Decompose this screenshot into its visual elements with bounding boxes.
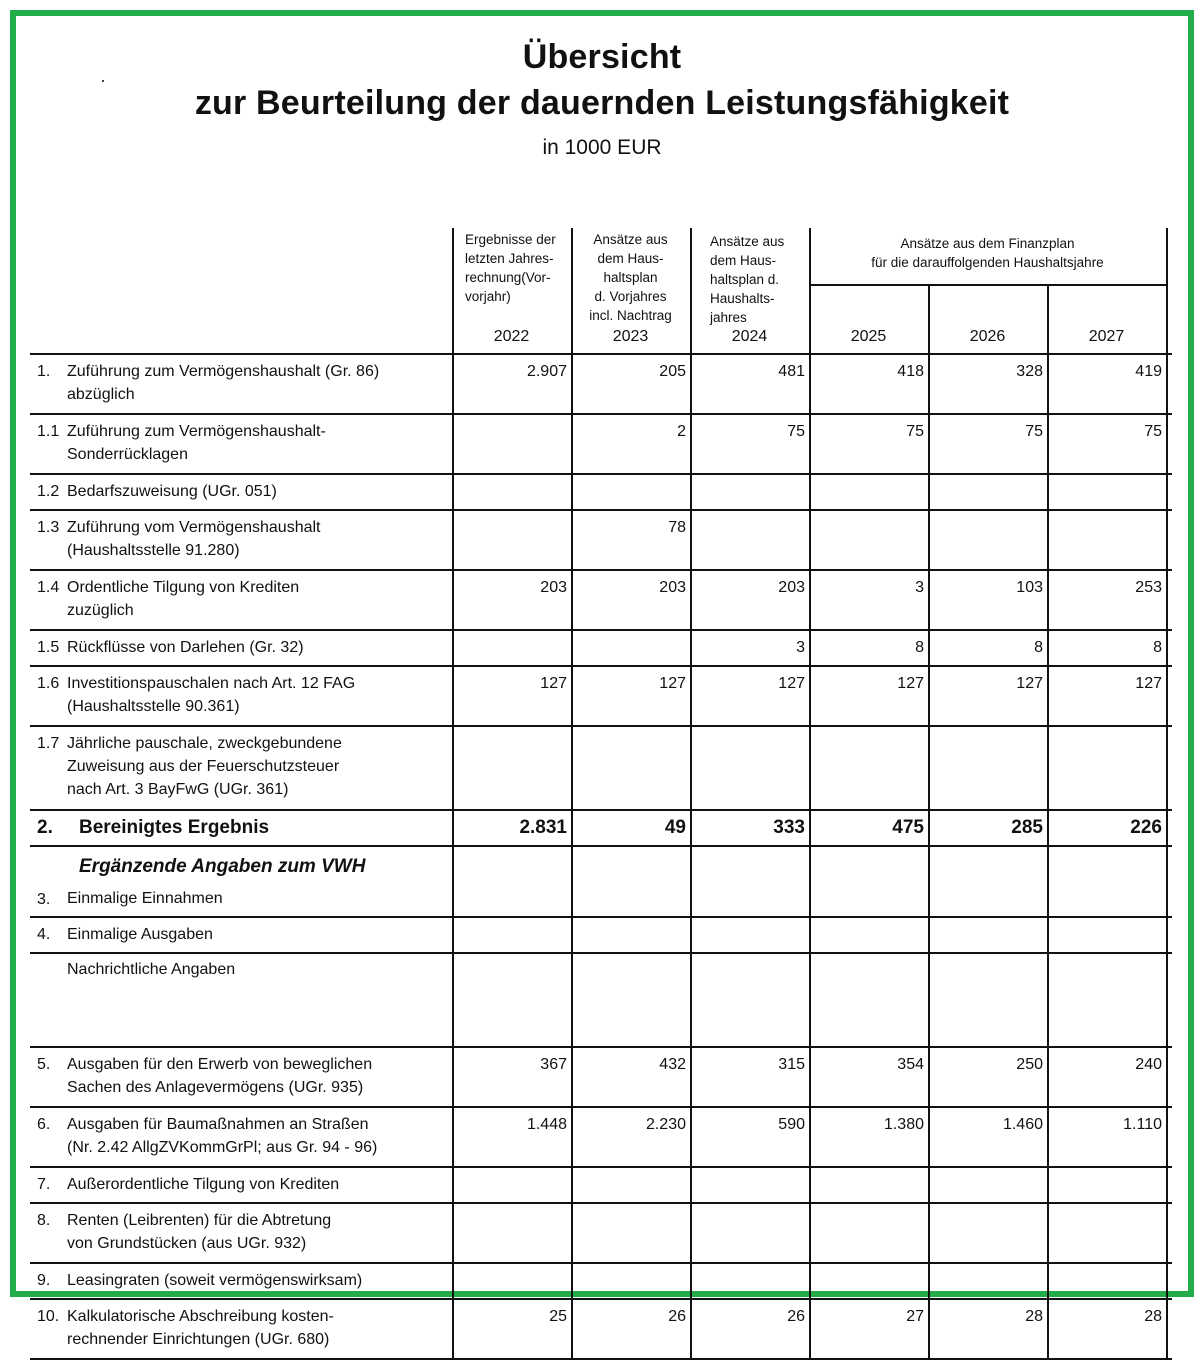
row-label: Einmalige Einnahmen <box>67 890 223 907</box>
column-divider <box>1166 631 1168 665</box>
column-divider <box>571 847 573 883</box>
column-divider <box>809 954 811 1046</box>
row-number: 2. <box>37 817 53 838</box>
column-divider <box>809 811 811 845</box>
column-divider <box>1166 475 1168 509</box>
column-divider <box>571 571 573 629</box>
cell-value-2023: 78 <box>668 519 686 536</box>
cell-value-2022: 25 <box>549 1308 567 1325</box>
table-row <box>30 511 1172 569</box>
column-divider <box>452 811 454 845</box>
cell-value-2027: 253 <box>1135 579 1162 596</box>
column-divider <box>1166 1264 1168 1298</box>
cell-value-2024: 315 <box>778 1056 805 1073</box>
column-divider <box>690 1108 692 1166</box>
cell-value-2026: 127 <box>1016 675 1043 692</box>
column-divider <box>809 883 811 916</box>
cell-value-2024: 481 <box>778 363 805 380</box>
table-row <box>30 1204 1172 1262</box>
column-divider <box>1166 1300 1168 1358</box>
column-divider <box>452 847 454 883</box>
stray-dot <box>102 80 104 82</box>
column-divider <box>1047 511 1049 569</box>
row-label: Zuführung vom Vermögenshaushalt (Haushaltsstelle 91.280) <box>67 519 321 559</box>
column-divider <box>452 1204 454 1262</box>
cell-value-2023: 203 <box>659 579 686 596</box>
page-subtitle: zur Beurteilung der dauernden Leistungsfähigkeit <box>194 84 1010 122</box>
column-divider <box>1166 667 1168 725</box>
cell-value-2023: 26 <box>668 1308 686 1325</box>
cell-value-2022: 367 <box>540 1056 567 1073</box>
column-divider <box>452 355 454 413</box>
column-divider <box>690 415 692 473</box>
row-label: Investitionspauschalen nach Art. 12 FAG (Haushaltsstelle 90.361) <box>67 675 356 715</box>
column-divider <box>452 571 454 629</box>
column-divider <box>452 1264 454 1298</box>
table-row <box>30 954 1172 1046</box>
row-label: Ausgaben für Baumaßnahmen an Straßen (Nr. 2.42 AllgZVKommGrPl; aus Gr. 94 - 96) <box>67 1116 378 1156</box>
row-number: 9. <box>37 1272 51 1289</box>
column-divider <box>690 1204 692 1262</box>
table-row <box>30 415 1172 473</box>
header-col-2024: Ansätze aus dem Haus- haltsplan d. Haushalts- jahres <box>710 234 785 325</box>
column-divider <box>571 918 573 952</box>
cell-value-2025: 8 <box>915 639 924 656</box>
cell-value-2026: 103 <box>1016 579 1043 596</box>
column-divider <box>690 475 692 509</box>
row-number: 3. <box>37 891 51 908</box>
column-divider <box>571 954 573 1046</box>
row-label: Kalkulatorische Abschreibung kosten- rechnender Einrichtungen (UGr. 680) <box>67 1308 334 1348</box>
column-divider <box>452 1048 454 1106</box>
cell-value-2024: 333 <box>773 817 805 838</box>
column-divider <box>1047 918 1049 952</box>
column-divider <box>1047 1048 1049 1106</box>
leistungsfaehigkeit-table <box>30 228 1172 1348</box>
column-divider <box>1166 415 1168 473</box>
header-col-2022: Ergebnisse der letzten Jahres- rechnung(Vor- vorjahr) <box>465 232 556 304</box>
column-divider <box>928 811 930 845</box>
row-number: 10. <box>37 1308 60 1325</box>
column-divider <box>928 355 930 413</box>
column-divider <box>452 918 454 952</box>
column-divider <box>452 631 454 665</box>
row-number: 4. <box>37 926 51 943</box>
table-row <box>30 811 1172 845</box>
table-row <box>30 667 1172 725</box>
row-label: Leasingraten (soweit vermögenswirksam) <box>67 1272 363 1289</box>
cell-value-2027: 226 <box>1130 817 1162 838</box>
header-year: 2025 <box>850 328 887 345</box>
column-divider <box>571 1204 573 1262</box>
column-divider <box>928 1204 930 1262</box>
cell-value-2022: 127 <box>540 675 567 692</box>
header-finanzplan: Ansätze aus dem Finanzplan für die darauffolgenden Haushaltsjahre <box>871 236 1104 270</box>
table-row <box>30 847 1172 883</box>
column-divider <box>571 1168 573 1202</box>
column-divider <box>1166 1168 1168 1202</box>
header-col-2023: Ansätze aus dem Haus- haltsplan d. Vorjahres incl. Nachtrag <box>589 232 672 323</box>
column-divider <box>1166 727 1168 809</box>
column-divider <box>928 847 930 883</box>
column-divider <box>1047 1264 1049 1298</box>
cell-value-2026: 250 <box>1016 1056 1043 1073</box>
cell-value-2024: 75 <box>787 423 805 440</box>
row-number: 1.5 <box>37 639 60 656</box>
column-divider <box>1047 355 1049 413</box>
row-number: 8. <box>37 1212 51 1229</box>
header-year: 2022 <box>493 328 530 345</box>
column-divider <box>571 883 573 916</box>
row-label: Zuführung zum Vermögenshaushalt (Gr. 86) abzüglich <box>67 363 380 403</box>
table-row <box>30 1048 1172 1106</box>
row-number: 1.6 <box>37 675 60 692</box>
column-divider <box>1166 883 1168 916</box>
column-divider <box>1047 571 1049 629</box>
column-divider <box>809 1264 811 1298</box>
header-year: 2027 <box>1088 328 1125 345</box>
column-divider <box>571 475 573 509</box>
cell-value-2025: 354 <box>897 1056 924 1073</box>
cell-value-2026: 28 <box>1025 1308 1043 1325</box>
column-divider <box>571 811 573 845</box>
column-divider <box>928 475 930 509</box>
table-row <box>30 727 1172 809</box>
row-label: Bereinigtes Ergebnis <box>79 817 270 838</box>
column-divider <box>1166 1108 1168 1166</box>
table-row <box>30 631 1172 665</box>
column-divider <box>809 631 811 665</box>
column-divider <box>928 511 930 569</box>
column-divider <box>809 511 811 569</box>
row-number: 5. <box>37 1056 51 1073</box>
column-divider <box>571 355 573 413</box>
cell-value-2025: 418 <box>897 363 924 380</box>
column-divider <box>571 1300 573 1358</box>
column-divider <box>928 1108 930 1166</box>
row-number: 1.3 <box>37 519 60 536</box>
column-divider <box>809 847 811 883</box>
row-label: Ausgaben für den Erwerb von beweglichen Sachen des Anlagevermögens (UGr. 935) <box>67 1056 373 1096</box>
column-divider <box>1166 511 1168 569</box>
row-number: 1.1 <box>37 423 60 440</box>
column-divider <box>809 415 811 473</box>
column-divider <box>452 475 454 509</box>
column-divider <box>690 918 692 952</box>
column-divider <box>928 883 930 916</box>
column-divider <box>1047 1204 1049 1262</box>
column-divider <box>1166 811 1168 845</box>
column-divider <box>452 954 454 1046</box>
cell-value-2024: 127 <box>778 675 805 692</box>
finanzplan-subheader-rule <box>809 284 1168 286</box>
cell-value-2026: 285 <box>1011 817 1043 838</box>
column-divider <box>1047 1300 1049 1358</box>
column-divider <box>690 1168 692 1202</box>
column-divider <box>928 1048 930 1106</box>
column-divider <box>452 1108 454 1166</box>
cell-value-2024: 3 <box>796 639 805 656</box>
cell-value-2022: 2.831 <box>519 817 567 838</box>
column-divider <box>1047 667 1049 725</box>
row-label: Zuführung zum Vermögenshaushalt- Sonderrücklagen <box>67 423 326 463</box>
column-divider <box>690 1300 692 1358</box>
cell-value-2025: 1.380 <box>883 1116 924 1133</box>
column-divider <box>928 1264 930 1298</box>
cell-value-2024: 590 <box>778 1116 805 1133</box>
table-row <box>30 571 1172 629</box>
header-year: 2026 <box>969 328 1006 345</box>
cell-value-2027: 419 <box>1135 363 1162 380</box>
cell-value-2027: 1.110 <box>1123 1116 1162 1133</box>
column-divider <box>1047 727 1049 809</box>
column-divider <box>452 883 454 916</box>
column-divider <box>1166 1204 1168 1262</box>
table-row <box>30 355 1172 413</box>
cell-value-2023: 49 <box>664 817 686 838</box>
column-divider <box>452 667 454 725</box>
cell-value-2023: 432 <box>659 1056 686 1073</box>
column-divider <box>1047 1168 1049 1202</box>
cell-value-2025: 75 <box>906 423 924 440</box>
cell-value-2026: 1.460 <box>1002 1116 1043 1133</box>
column-divider <box>928 727 930 809</box>
row-number: 1. <box>37 363 51 380</box>
row-label: Jährliche pauschale, zweckgebundene Zuweisung aus der Feuerschutzsteuer nach Art. 3 BayFwG (UGr. 361) <box>67 735 342 798</box>
row-label: Nachrichtliche Angaben <box>67 961 236 978</box>
column-divider <box>1047 847 1049 883</box>
column-divider <box>452 415 454 473</box>
column-divider <box>809 475 811 509</box>
column-divider <box>690 847 692 883</box>
cell-value-2023: 2 <box>677 423 686 440</box>
row-number: 1.2 <box>37 483 60 500</box>
row-number: 1.4 <box>37 579 60 596</box>
column-divider <box>571 415 573 473</box>
column-divider <box>928 667 930 725</box>
table-row <box>30 918 1172 952</box>
column-divider <box>690 954 692 1046</box>
cell-value-2026: 328 <box>1016 363 1043 380</box>
row-label: Ergänzende Angaben zum VWH <box>79 856 366 877</box>
column-divider <box>690 1264 692 1298</box>
table-row <box>30 883 1172 916</box>
column-divider <box>1166 918 1168 952</box>
column-divider <box>690 571 692 629</box>
column-divider <box>571 1264 573 1298</box>
column-divider <box>928 1168 930 1202</box>
column-divider <box>690 1048 692 1106</box>
row-label: Bedarfszuweisung (UGr. 051) <box>67 483 277 500</box>
cell-value-2026: 75 <box>1025 423 1043 440</box>
column-divider <box>1166 355 1168 413</box>
cell-value-2027: 8 <box>1153 639 1162 656</box>
column-divider <box>1166 571 1168 629</box>
column-divider <box>452 511 454 569</box>
column-divider <box>690 511 692 569</box>
column-divider <box>809 1108 811 1166</box>
column-divider <box>452 1300 454 1358</box>
row-label: Außerordentliche Tilgung von Krediten <box>67 1176 340 1193</box>
column-divider <box>809 918 811 952</box>
table-row <box>30 1108 1172 1166</box>
table-row <box>30 1168 1172 1202</box>
cell-value-2025: 3 <box>915 579 924 596</box>
column-divider <box>1047 1108 1049 1166</box>
column-divider <box>809 571 811 629</box>
cell-value-2023: 127 <box>659 675 686 692</box>
table-row <box>30 1264 1172 1298</box>
column-divider <box>690 811 692 845</box>
column-divider <box>452 1168 454 1202</box>
cell-value-2023: 2.230 <box>645 1116 686 1133</box>
cell-value-2027: 127 <box>1135 675 1162 692</box>
cell-value-2022: 2.907 <box>526 363 567 380</box>
column-divider <box>690 631 692 665</box>
column-divider <box>928 631 930 665</box>
row-number: 6. <box>37 1116 51 1133</box>
cell-value-2025: 27 <box>906 1308 924 1325</box>
column-divider <box>928 954 930 1046</box>
column-divider <box>809 1168 811 1202</box>
column-divider <box>1047 954 1049 1046</box>
column-divider <box>809 1048 811 1106</box>
row-label: Renten (Leibrenten) für die Abtretung von Grundstücken (aus UGr. 932) <box>67 1212 332 1252</box>
row-label: Rückflüsse von Darlehen (Gr. 32) <box>67 639 304 656</box>
cell-value-2024: 26 <box>787 1308 805 1325</box>
row-label: Einmalige Ausgaben <box>67 926 213 943</box>
column-divider <box>571 1108 573 1166</box>
header-year: 2023 <box>612 328 649 345</box>
cell-value-2027: 75 <box>1144 423 1162 440</box>
column-divider <box>571 727 573 809</box>
row-label: Ordentliche Tilgung von Krediten zuzüglich <box>67 579 300 619</box>
column-divider <box>690 883 692 916</box>
column-divider <box>928 1300 930 1358</box>
column-divider <box>1166 954 1168 1046</box>
column-divider <box>809 355 811 413</box>
column-divider <box>452 727 454 809</box>
column-divider <box>928 918 930 952</box>
column-divider <box>809 727 811 809</box>
header-column-divider <box>1166 228 1168 353</box>
cell-value-2024: 203 <box>778 579 805 596</box>
cell-value-2023: 205 <box>659 363 686 380</box>
cell-value-2025: 475 <box>892 817 924 838</box>
row-number: 7. <box>37 1176 51 1193</box>
row-number: 1.7 <box>37 735 60 752</box>
column-divider <box>928 571 930 629</box>
cell-value-2022: 203 <box>540 579 567 596</box>
column-divider <box>1047 811 1049 845</box>
page-title: Übersicht <box>522 38 682 76</box>
table-row <box>30 475 1172 509</box>
header-year: 2024 <box>731 328 768 345</box>
column-divider <box>571 1048 573 1106</box>
column-divider <box>571 511 573 569</box>
column-divider <box>1047 415 1049 473</box>
column-divider <box>928 415 930 473</box>
column-divider <box>809 667 811 725</box>
cell-value-2022: 1.448 <box>526 1116 567 1133</box>
column-divider <box>1166 847 1168 883</box>
cell-value-2027: 28 <box>1144 1308 1162 1325</box>
column-divider <box>1047 475 1049 509</box>
column-divider <box>690 355 692 413</box>
page-frame <box>10 10 1194 1348</box>
cell-value-2026: 8 <box>1034 639 1043 656</box>
unit-note: in 1000 EUR <box>542 136 662 159</box>
column-divider <box>690 727 692 809</box>
cell-value-2025: 127 <box>897 675 924 692</box>
column-divider <box>571 631 573 665</box>
column-divider <box>1047 631 1049 665</box>
cell-value-2027: 240 <box>1135 1056 1162 1073</box>
column-divider <box>1047 883 1049 916</box>
column-divider <box>571 667 573 725</box>
column-divider <box>690 667 692 725</box>
column-divider <box>1166 1048 1168 1106</box>
table-row <box>30 1300 1172 1358</box>
column-divider <box>809 1204 811 1262</box>
column-divider <box>809 1300 811 1358</box>
